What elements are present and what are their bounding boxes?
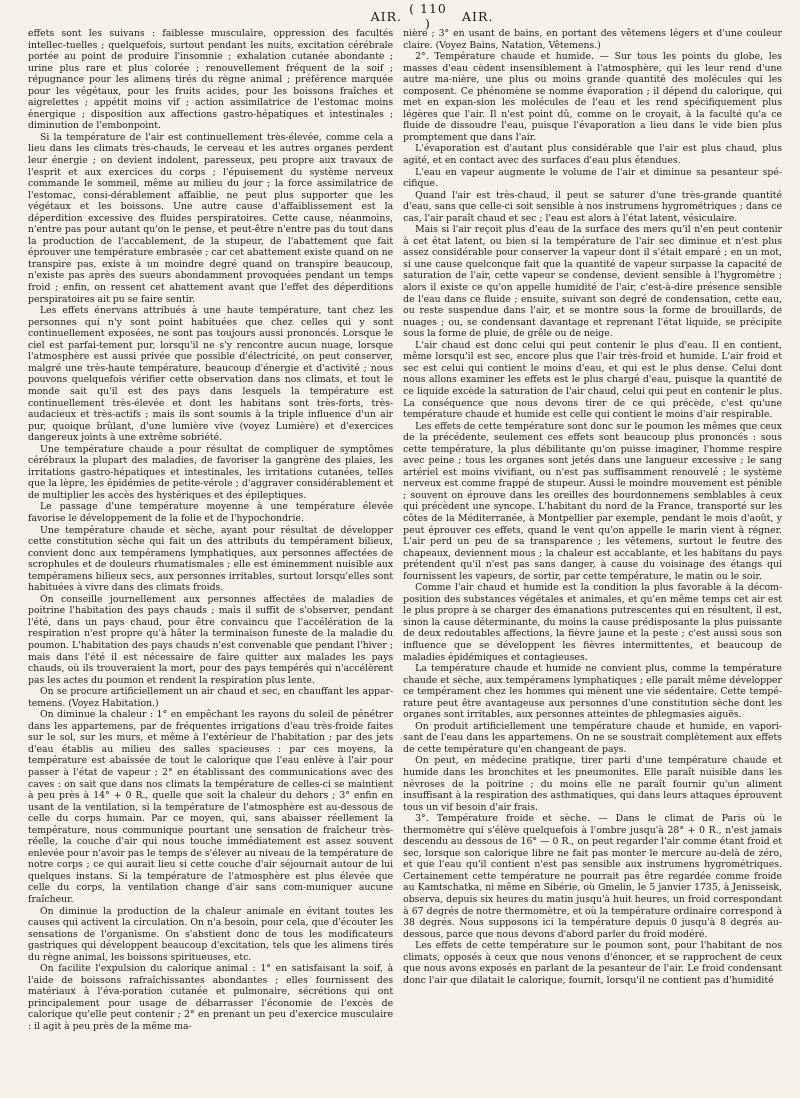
paragraph: L'eau en vapeur augmente le volume de l'air et diminue sa pesanteur spé-cifique. [403,166,782,190]
paragraph: Le passage d'une température moyenne à une température élevée favorise le développement de la folie et de l'hypochondrie. [28,501,394,524]
paragraph: On facilite l'expulsion du calorique animal : 1° en satisfaisant la soif, à l'aide de boissons rafraîchissantes abondantes ; elles fournissent des matériaux à l'éva-poration cutanée et pulmonaire, sécrétions qui ont principalement pour usage de débarrasser l'économie de l'excès de calorique qu'elle peut contenir ; 2° en prenant un peu d'exercice musculaire : il agit à peu près de la même ma- [28,963,394,1033]
header-left-title: AIR. [370,8,402,24]
paragraph: L'air chaud est donc celui qui peut contenir le plus d'eau. Il en contient, même lorsqu'il est sec, encore plus que l'air très-froid et humide. L'air froid et sec est celui qui contient le moins d'eau, et qui est le plus dense. Celui dont nous allons examiner les effets est le plus chargé d'eau, puisque la quantité de ce liquide excède la saturation de l'air chaud, celui qui peut en contenir le plus. La conséquence que nous devons tirer de ce qui précède, c'est qu'une température chaude et humide est celle qui contient le moins d'air respirable. [403,339,782,421]
paragraph: On se procure artificiellement un air chaud et sec, en chauffant les appar-temens. (Voyez Habitation.) [28,686,394,709]
paragraph: Les effets énervans attribués à une haute température, tant chez les personnes qui n'y sont point habituées que chez celles qui y sont continuellement exposées, ne sont pas toujours aussi prononcés. Lorsque le ciel est parfai-tement pur, lorsqu'il ne s'y rencontre aucun nuage, lorsque l'atmosphère est aussi privée que possible d'électricité, on peut conserver, malgré une très-haute température, beaucoup d'énergie et d'activité ; nous pouvons quelquefois vérifier cette observation dans nos climats, et tout le monde sait qu'il est des pays dans lesquels la température est continuellement très-élevée et dont les habitans sont très-forts, très-audacieux et très-actifs ; mais ils sont soumis à la triple influence d'un air pur, quoique brûlant, d'une lumière vive (voyez Lumière) et d'exercices dangereux joints à une extrême sobriété. [28,305,394,444]
running-header [28,1,782,31]
paragraph: Les effets de cette température sur le poumon sont, pour l'habitant de nos climats, opposés à ceux que nous venons d'énoncer, et se rapprochent de ceux que nous avons exposés en parlant de la pesanteur de l'air. Le froid condensant donc l'air que dilatait le calorique, fournit, lorsqu'il ne contient pas d'humidité [403,940,782,986]
paragraph: La température chaude et humide ne convient plus, comme la température chaude et sèche, aux tempéramens lymphatiques ; elle paraît même développer ce tempérament chez les hommes qui mènent une vie sédentaire. Cette tempé-rature peut être avantageuse aux personnes d'une constitution sèche dont les organes sont irritables, aux personnes atteintes de phlegmasies aiguës. [403,663,782,721]
paragraph: effets sont les suivans : faiblesse musculaire, oppression des facultés intellec-tuelles ; quelquefois, surtout pendant les nuits, excitation cérébrale portée au point de produire l'insomnie ; exhalation cutanée abondante ; urine plus rare et plus colorée ; renouvellement fréquent de la soif ; répugnance pour les alimens tirés du règne animal ; préférence marquée pour les végétaux, pour les fruits acides, pour les boissons fraîches et aigrelettes ; appétit moins vif ; action assimilatrice de l'estomac moins énergique ; disposition aux affections gastro-hépatiques et intestinales ; diminution de l'embonpoint. [28,28,394,132]
page-number: ( 110 ) [409,1,447,31]
paragraph: On peut, en médecine pratique, tirer parti d'une température chaude et humide dans les bronchites et les pneumonites. Elle paraît nuisible dans les névroses de la poitrine ; du moins elle ne paraît fournir qu'un aliment insuffisant à la respiration des asthmatiques, qui dans leurs attaques éprouvent tous un vif besoin d'air frais. [403,755,782,813]
paragraph: On diminue la chaleur : 1° en empêchant les rayons du soleil de pénétrer dans les appartemens, par de fréquentes irrigations d'eau très-froide faites sur le sol, sur les murs, et même à l'extérieur de l'habitation ; par des jets d'eau établis au milieu des salles spacieuses : par ces moyens, la température est abaissée de tout le calorique que l'eau enlève à l'air pour passer à l'état de vapeur ; 2° en établissant des communications avec des caves : on sait que dans nos climats la température de celles-ci se maintient à peu près à 14° + 0 R., quelle que soit la chaleur du dehors ; 3° enfin en usant de la ventilation, si la température de l'atmosphère est au-dessous de celle du corps humain. Par ce moyen, qui, sans abaisser réellement la température, nous communique pourtant une sensation de fraîcheur très-réelle, la couche d'air qui nous touche immédiatement est assez souvent enlevée pour n'avoir pas le temps de s'élever au niveau de la température de notre corps ; ce qui aurait lieu si cette couche d'air séjournait autour de lui quelques instans. Si la température de l'atmosphère est plus élevée que celle du corps, la ventilation change d'air sans com-muniquer aucune fraîcheur. [28,709,394,906]
paragraph: Comme l'air chaud et humide est la condition la plus favorable à la décom-position des substances végétales et animales, et qu'en même temps cet air est le plus propre à se charger des émanations putrescentes qui en résultent, il est, sinon la cause déterminante, du moins la cause prédisposante la plus puissante de deux redoutables affections, la fièvre jaune et la peste ; c'est aussi sous son influence que se développent les fièvres intermittentes, et beaucoup de maladies épidémiques et contagieuses. [403,582,782,663]
paragraph: L'évaporation est d'autant plus considérable que l'air est plus chaud, plus agité, et en contact avec des surfaces d'eau plus étendues. [403,143,782,167]
paragraph: 3°. Température froide et sèche. — Dans le climat de Paris où le thermomètre qui s'élève quelquefois à l'ombre jusqu'à 28° + 0 R., n'est jamais descendu au dessous de 16° — 0 R., on peut regarder l'air comme étant froid et sec, lorsque son calorique libre ne fait pas monter le mercure au-delà de zéro, et que l'eau qu'il contient n'est pas sensible aux instrumens hygrométriques. Certainement cette température ne pourrait pas être regardée comme froide au Kamtschatka, ni même en Sibérie, où Gmelin, le 5 janvier 1735, à Jenisseisk, observa, depuis six heures du matin jusqu'à huit heures, un froid correspondant à 67 degrés de notre thermomètre, et où la température ordinaire correspond à 38 degrés. Nous supposons ici la température depuis 0 jusqu'à 8 degrés au-dessous, parce que nous devons d'abord parler du froid modéré. [403,813,782,940]
paragraph: Une température chaude et sèche, ayant pour résultat de développer cette constitution sèche qui fait un des attributs du tempérament bilieux, convient donc aux tempéramens lymphatiques, aux personnes affectées de scrophules et de douleurs rhumatismales ; elle est éminemment nuisible aux tempéramens bilieux secs, aux personnes irritables, surtout lorsqu'elles sont habituées à vivre dans des climats froids. [28,524,394,594]
paragraph: Mais si l'air reçoit plus d'eau de la surface des mers qu'il n'en peut contenir à cet état latent, ou bien si la température de l'air sec diminue et n'est plus assez considérable pour conserver la vapeur dont il s'était emparé ; en un mot, si une cause quelconque fait que la quantité de vapeur surpasse la capacité de saturation de l'air, cette vapeur se condense, devient sensible à l'hygromètre ; alors il existe ce qu'on appelle humidité de l'air, c'est-à-dire présence sensible de l'eau dans ce fluide ; ensuite, suivant son degré de condensation, cette eau, ou reste suspendue dans l'air, et se montre sous la forme de brouillards, de nuages ; ou, se condensant davantage et reprenant l'état liquide, se précipite sous la forme de pluie, de grêle ou de neige. [403,224,782,340]
paragraph: On diminue la production de la chaleur animale en évitant toutes les causes qui activent la circulation. On n'a besoin, pour cela, que d'écouter les sensations de l'organisme. On s'abstient donc de tous les modificateurs gastriques qui développent beaucoup d'excitation, tels que les alimens tirés du règne animal, les boissons spiritueuses, etc. [28,905,394,963]
paragraph: nière ; 3° en usant de bains, en portant des vêtemens légers et d'une couleur claire. (Voyez Bains, Natation, Vêtemens.) [403,28,782,51]
paragraph: 2°. Température chaude et humide. — Sur tous les points du globe, les masses d'eau cèdent insensiblement à l'atmosphère, qui les leur rend d'une autre ma-nière, une plus ou moins grande quantité des molécules qui les composent. Ce phénomène se nomme évaporation ; il dépend du calorique, qui met en expan-sion les molécules de l'eau et les rend spécifiquement plus légères que l'air. Il n'est point dû, comme on le croyait, à la faculté qu'a ce fluide de dissoudre l'eau, puisque l'évaporation a lieu dans le vide bien plus promptement que dans l'air. [403,51,782,143]
paragraph: On conseille journellement aux personnes affectées de maladies de poitrine l'habitation des pays chauds ; mais il suffit de s'observer, pendant l'été, dans un pays chaud, pour être convaincu que l'accélération de la respiration n'est propre qu'à hâter la terminaison funeste de la maladie du poumon. L'habitation des pays chauds n'est convenable que pendant l'hiver ; mais dans l'été il est nécessaire de faire quitter aux malades les pays chauds, où ils trouveraient la mort, pour des pays tempérés qui n'accélèrent pas les actes du poumon et rendent la respiration plus lente. [28,593,394,686]
paragraph: Les effets de cette température sont donc sur le poumon les mêmes que ceux de la précédente, seulement ces effets sont beaucoup plus prononcés : sous cette température, la plus débilitante qu'on puisse imaginer, l'homme respire avec peine ; tous les organes sont jetés dans une langueur excessive ; le sang artériel est moins vivifiant, ou n'est pas suffisamment renouvelé ; le système nerveux est comme frappé de stupeur. Aussi le moindre mouvement est pénible ; souvent on éprouve dans les oreilles des bourdonnemens semblables à ceux qui précèdent une syncope. L'habitant du nord de la France, transporté sur les côtes de la Méditerranée, à Montpellier par exemple, pendant le mois d'août, y peut éprouver ces effets, quand le vent qu'on appelle le marin vient à régner. L'air perd un peu de sa transparence ; les vêtemens, surtout le feutre des chapeaux, deviennent mous ; la chaleur est accablante, et les habitans du pays prétendent qu'il n'est pas sans danger, à cause du voisinage des étangs qui fournissent les vapeurs, de sortir, par cette température, le matin ou le soir. [403,420,782,582]
right-column [403,28,782,1092]
paragraph: Si la température de l'air est continuellement très-élevée, comme cela a lieu dans les climats très-chauds, le cerveau et les autres organes perdent leur énergie ; on devient indolent, paresseux, peu propre aux travaux de l'esprit et aux exercices du corps ; l'épuisement du système nerveux commande le sommeil, même au milieu du jour ; la force assimilatrice de l'estomac, consi-dérablement affaiblie, ne peut plus supporter que les végétaux et les boissons. Une autre cause d'affaiblissement est la déperdition excessive des fluides perspiratoires. Cette cause, néanmoins, n'entre pas pour autant qu'on le pense, et peut-être n'entre pas du tout dans la production de l'accablement, de la stupeur, de l'abattement que fait éprouver une température embrasée ; car cet abattement existe quand on ne transpire pas, existe à un moindre degré quand on transpire beaucoup, n'existe pas après des sueurs abondamment provoquées pendant un temps froid ; enfin, on ressent cet abattement avant que l'effet des déperditions perspiratoires ait pu se faire sentir. [28,131,394,305]
left-column [28,28,393,1092]
text-columns [28,28,782,1092]
header-right-title: AIR. [462,8,494,24]
paragraph: On produit artificiellement une température chaude et humide, en vapori-sant de l'eau dans les appartemens. On ne se soustrait complètement aux effets de cette température qu'en changeant de pays. [403,720,782,755]
paragraph: Quand l'air est très-chaud, il peut se saturer d'une très-grande quantité d'eau, sans que celle-ci soit sensible à nos instrumens hygrométriques ; dans ce cas, l'air paraît chaud et sec ; l'eau est alors à l'état latent, vésiculaire. [403,189,782,224]
paragraph: Une température chaude a pour résultat de compliquer de symptômes cérébraux la plupart des maladies, de favoriser la gangrène des plaies, les irritations gastro-hépatiques et intestinales, les irritations cutanées, telles que la lèpre, les épidémies de petite-vérole ; d'aggraver considérablement et de multiplier les accès des hystériques et des épileptiques. [28,443,394,501]
